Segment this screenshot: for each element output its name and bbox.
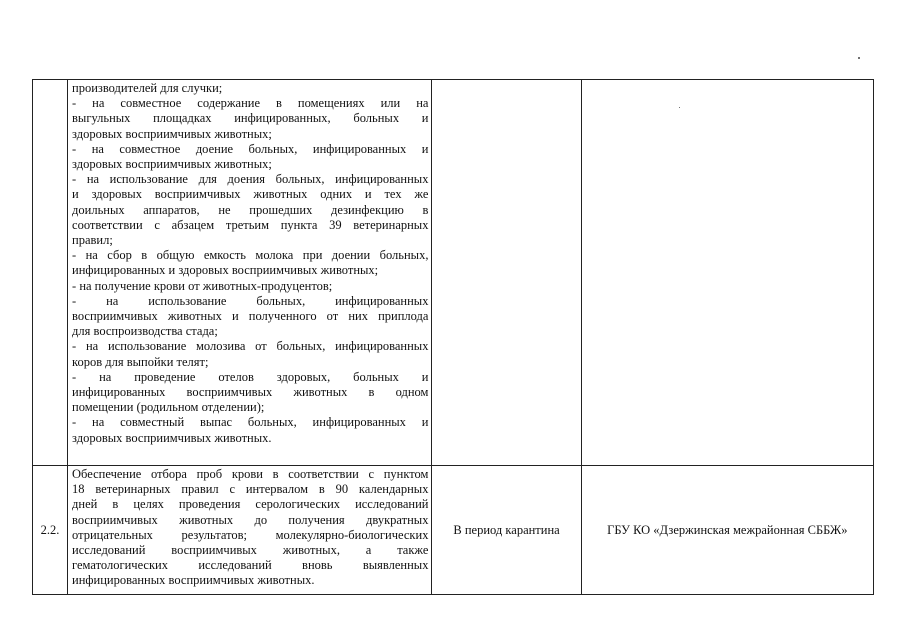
- measure-description-text: [68, 466, 431, 589]
- text-line: восприимчивых животных до получения двукратных: [72, 512, 429, 527]
- period-cell: В период карантина: [432, 466, 581, 595]
- row-number-cell: [33, 80, 68, 466]
- period-cell: [432, 80, 581, 466]
- text-line: коров для выпойки телят;: [72, 354, 209, 369]
- text-line: соответствии с абзацем третьим пункта 39 ветеринарных: [72, 217, 429, 232]
- text-line: восприимчивых животных и полученного от них приплода: [72, 309, 429, 324]
- text-line: исследований восприимчивых животных, а также: [72, 543, 429, 558]
- measures-table: [32, 79, 874, 595]
- text-line: правил;: [72, 233, 113, 248]
- measure-description-cell: [68, 80, 432, 466]
- table-row: [33, 466, 874, 595]
- text-line: Обеспечение отбора проб крови в соответствии с пунктом: [72, 467, 429, 481]
- text-line: доильных аппаратов, не прошедших дезинфекцию в: [72, 202, 429, 217]
- text-line: инфицированных и здоровых восприимчивых животных;: [72, 263, 379, 278]
- text-line: и здоровых восприимчивых животных одних и тех же: [72, 187, 429, 202]
- executor-cell: ГБУ КО «Дзержинская межрайонная СББЖ»: [581, 466, 873, 595]
- text-line: - на получение крови от животных-продуцентов;: [72, 278, 333, 293]
- text-line: выгульных площадках инфицированных, больных и: [72, 111, 429, 126]
- text-line: - на совместное содержание в помещениях или на: [72, 96, 429, 111]
- text-line: - на проведение отелов здоровых, больных и: [72, 369, 429, 384]
- text-line: - на сбор в общую емкость молока при доении больных,: [72, 248, 429, 263]
- text-line: дней в целях проведения серологических исследований: [72, 497, 429, 512]
- text-line: здоровых восприимчивых животных;: [72, 157, 272, 172]
- text-line: отрицательных результатов; молекулярно-биологических: [72, 527, 429, 542]
- measure-description-cell: [68, 466, 432, 595]
- text-line: - на совместный выпас больных, инфицированных и: [72, 415, 429, 430]
- text-line: - на использование для доения больных, инфицированных: [72, 172, 429, 187]
- text-line: производителей для случки;: [72, 81, 223, 95]
- text-line: здоровых восприимчивых животных.: [72, 430, 272, 445]
- text-line: для воспроизводства стада;: [72, 324, 218, 339]
- text-line: гематологических исследований вновь выявленных: [72, 558, 429, 573]
- text-line: инфицированных восприимчивых животных в одном: [72, 385, 429, 400]
- table-row: [33, 80, 874, 466]
- text-line: здоровых восприимчивых животных;: [72, 126, 272, 141]
- text-line: - на совместное доение больных, инфицированных и: [72, 141, 429, 156]
- row-number-cell: 2.2.: [33, 466, 68, 595]
- measure-description-text: [68, 80, 431, 446]
- text-line: инфицированных восприимчивых животных.: [72, 573, 315, 588]
- text-line: - на использование больных, инфицированных: [72, 293, 429, 308]
- executor-cell: [581, 80, 873, 466]
- text-line: помещении (родильном отделении);: [72, 400, 265, 415]
- text-line: 18 ветеринарных правил с интервалом в 90 календарных: [72, 482, 429, 497]
- text-line: - на использование молозива от больных, инфицированных: [72, 339, 429, 354]
- scan-speck: [858, 57, 860, 59]
